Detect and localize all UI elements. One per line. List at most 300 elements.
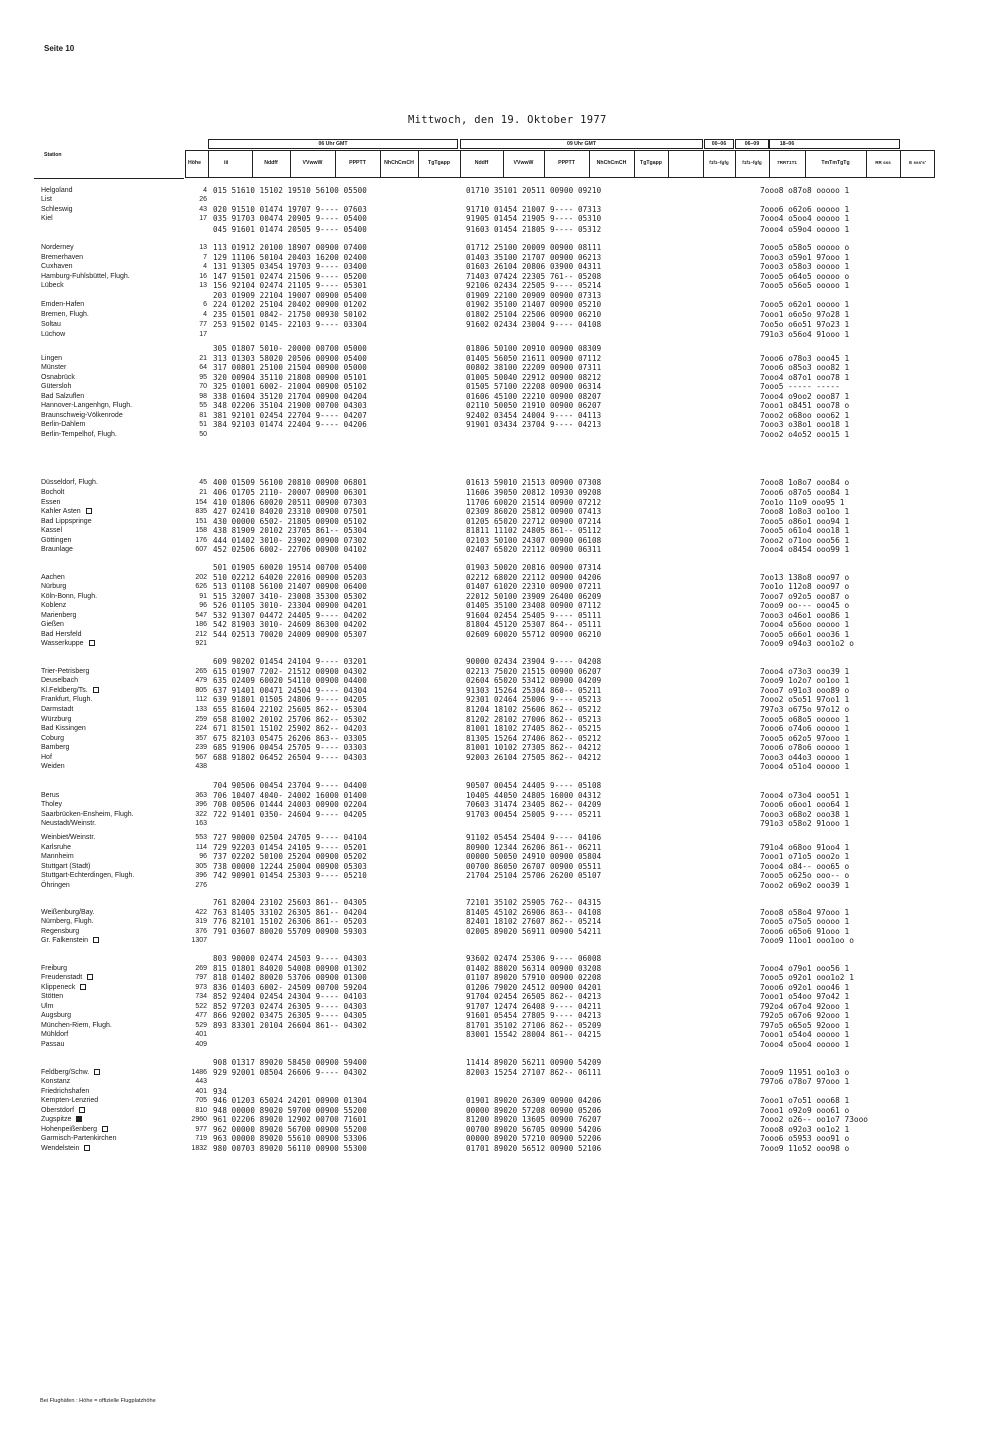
station-height (186, 800, 207, 809)
station-height (186, 320, 207, 329)
obs-06-utc (213, 843, 367, 852)
station-name-text: Darmstadt (41, 706, 74, 713)
obs-06-utc (213, 724, 367, 733)
open-square-icon (80, 984, 86, 990)
station-name-text: Karlsruhe (41, 844, 71, 851)
obs-06-utc (213, 734, 367, 743)
station-height (186, 420, 207, 429)
obs-09-utc-text: 92003 26104 27505 862-- 04212 (466, 753, 602, 762)
station-height (186, 401, 207, 410)
obs-09-utc-text: 02212 68020 22112 00900 04206 (466, 573, 602, 582)
obs-06-utc-text: 963 00000 89020 55610 00900 53306 (213, 1134, 367, 1143)
obs-09-utc (466, 695, 601, 704)
station-height-text: 95 (199, 374, 207, 381)
summary-groups-text: 7ooo6 o5953 ooo91 o (760, 1134, 850, 1143)
summary-groups (760, 908, 849, 917)
obs-06-utc-text: 836 01403 6002- 24509 00700 59204 (213, 983, 367, 992)
station-name (41, 1144, 90, 1153)
obs-06-utc (213, 1068, 367, 1077)
obs-09-utc (466, 753, 601, 762)
obs-09-utc (466, 676, 601, 685)
summary-groups (760, 354, 849, 363)
summary-groups (760, 843, 849, 852)
station-height (186, 411, 207, 420)
station-height (186, 195, 207, 204)
summary-groups (760, 373, 849, 382)
obs-09-utc-text: 93602 02474 25306 9---- 06008 (466, 954, 602, 963)
station-height-text: 357 (195, 735, 207, 742)
station-name (41, 330, 65, 339)
open-square-icon (102, 1126, 108, 1132)
obs-09-utc-text: 22012 50100 23909 26400 06209 (466, 592, 602, 601)
obs-09-utc-text: 01405 35100 23408 00900 07112 (466, 601, 602, 610)
obs-06-utc (213, 964, 367, 973)
obs-09-utc (466, 852, 601, 861)
station-height-text: 322 (195, 811, 207, 818)
table-row (0, 330, 1000, 339)
station-height (186, 862, 207, 871)
obs-06-utc-text: 317 00801 25100 21504 00900 05000 (213, 363, 367, 372)
obs-06-utc-text: 438 81909 20102 23705 861-- 05304 (213, 526, 367, 535)
obs-09-utc (466, 1134, 601, 1143)
open-square-icon (84, 1145, 90, 1151)
obs-09-utc-text: 81200 89020 13605 00900 76207 (466, 1115, 602, 1124)
station-name-text: Göttingen (41, 537, 72, 544)
station-height (186, 715, 207, 724)
obs-06-utc-text: 325 01001 6002- 21004 00900 05102 (213, 382, 367, 391)
obs-09-utc (466, 186, 601, 195)
summary-groups (760, 507, 849, 516)
table-row (0, 243, 1000, 252)
obs-09-utc-text: 90000 02434 23904 9---- 04208 (466, 657, 602, 666)
obs-06-utc-text: 113 01912 20100 18907 00900 07400 (213, 243, 367, 252)
table-row (0, 715, 1000, 724)
obs-09-utc (466, 1011, 601, 1020)
obs-06-utc-text: 671 81501 15102 25902 862-- 04203 (213, 724, 367, 733)
station-height (186, 753, 207, 762)
station-height (186, 762, 207, 771)
station-name-text: Friedrichshafen (41, 1088, 90, 1095)
obs-09-utc-text: 00000 50050 24910 00900 05804 (466, 852, 602, 861)
summary-groups-text: 7ooo1 o54oo 97o42 1 (760, 992, 850, 1001)
summary-groups (760, 430, 849, 439)
obs-09-utc-text: 91603 01454 21805 9---- 05312 (466, 225, 602, 234)
obs-06-utc (213, 833, 367, 842)
station-height-text: 401 (195, 1088, 207, 1095)
station-height-text: 607 (195, 546, 207, 553)
obs-06-utc (213, 601, 367, 610)
station-height-text: 363 (195, 792, 207, 799)
table-row (0, 563, 1000, 572)
summary-groups-text: 7ooo5 o66o1 ooo36 1 (760, 630, 850, 639)
header-rr24: RR sss (875, 160, 891, 165)
obs-06-utc (213, 753, 367, 762)
station-name-text: Feldberg/Schw. (41, 1069, 90, 1076)
summary-groups-text: 7ooo4 o5oo4 ooooo 1 (760, 1040, 850, 1049)
summary-groups (760, 1144, 849, 1153)
obs-06-utc (213, 705, 367, 714)
station-name (41, 983, 86, 992)
obs-09-utc-text: 00000 89020 57208 00900 05206 (466, 1106, 602, 1115)
station-name (41, 517, 92, 526)
obs-09-utc-text: 11414 89020 56211 00900 54209 (466, 1058, 602, 1067)
station-height-text: 50 (199, 431, 207, 438)
station-name-text: Bad Hersfeld (41, 631, 82, 638)
station-name-text: Regensburg (41, 928, 80, 935)
summary-groups-text: 792o5 o67o6 92ooo 1 (760, 1011, 850, 1020)
station-name-text: Münster (41, 364, 67, 371)
obs-09-utc (466, 526, 601, 535)
obs-09-utc-text: 91704 02454 26505 862-- 04213 (466, 992, 602, 1001)
station-name-text: Berlin-Tempelhof, Flugh. (41, 431, 117, 438)
station-name (41, 630, 81, 639)
summary-groups (760, 630, 849, 639)
summary-groups-text: 797o6 o78o7 97ooo 1 (760, 1077, 850, 1086)
obs-06-utc (213, 657, 367, 666)
obs-09-utc-text: 02309 86020 25812 00900 07413 (466, 507, 602, 516)
station-name (41, 430, 117, 439)
station-name (41, 1030, 68, 1039)
station-name-text: Hof (41, 754, 52, 761)
obs-06-utc (213, 411, 367, 420)
obs-06-utc (213, 243, 367, 252)
station-height-text: 376 (195, 928, 207, 935)
summary-groups-text: 7ooo6 o62o6 ooooo 1 (760, 205, 850, 214)
summary-groups (760, 753, 849, 762)
station-height-text: 522 (195, 1003, 207, 1010)
obs-09-utc (466, 573, 601, 582)
station-height (186, 545, 207, 554)
station-height-text: 797 (195, 974, 207, 981)
station-name (41, 724, 86, 733)
header-station: Station (44, 152, 62, 158)
obs-09-utc (466, 791, 601, 800)
obs-09-utc-text: 83001 15542 28004 861-- 04215 (466, 1030, 602, 1039)
station-height (186, 686, 207, 695)
table-row (0, 253, 1000, 262)
summary-groups-text: 7oo1o 112o8 ooo97 o (760, 582, 850, 591)
obs-06-utc (213, 1144, 367, 1153)
obs-09-utc-text: 80900 12344 26206 861-- 06211 (466, 843, 602, 852)
station-height-text: 305 (195, 863, 207, 870)
station-height-text: 719 (195, 1135, 207, 1142)
table-row (0, 517, 1000, 526)
summary-groups-text: 7ooo5 o86o1 ooo94 1 (760, 517, 850, 526)
obs-09-utc-text: 01403 35100 21707 00900 06213 (466, 253, 602, 262)
obs-06-utc-text: 444 01402 3010- 23902 00900 07302 (213, 536, 367, 545)
station-height-text: 479 (195, 677, 207, 684)
station-height-text: 81 (199, 412, 207, 419)
summary-groups (760, 800, 849, 809)
obs-09-utc-text: 00700 86050 26707 00900 05511 (466, 862, 602, 871)
station-name (41, 639, 95, 648)
obs-06-utc-text: 852 97203 02474 26305 9---- 04303 (213, 1002, 367, 1011)
open-square-icon (93, 687, 99, 693)
summary-groups-text: 7ooo1 o7o51 ooo68 1 (760, 1096, 850, 1105)
obs-06-utc (213, 954, 367, 963)
station-name (41, 1077, 70, 1086)
station-height-text: 705 (195, 1097, 207, 1104)
obs-06-utc-text: 737 02202 50100 25204 00900 05202 (213, 852, 367, 861)
obs-09-utc-text: 02604 65020 53412 00900 04209 (466, 676, 602, 685)
summary-groups-text: 7ooo4 o9oo2 ooo87 1 (760, 392, 850, 401)
obs-06-utc (213, 898, 367, 907)
obs-09-utc (466, 843, 601, 852)
station-height (186, 833, 207, 842)
station-name (41, 526, 62, 535)
obs-06-utc (213, 611, 367, 620)
station-height (186, 734, 207, 743)
table-row (0, 695, 1000, 704)
obs-09-utc (466, 1030, 601, 1039)
summary-groups-text: 791o3 o58o2 91ooo 1 (760, 819, 850, 828)
station-name (41, 300, 84, 309)
obs-09-utc (466, 1125, 601, 1134)
station-name (41, 753, 52, 762)
station-height (186, 1087, 207, 1096)
table-row (0, 401, 1000, 410)
obs-09-utc-text: 01802 25104 22506 00900 06210 (466, 310, 602, 319)
station-name (41, 917, 94, 926)
obs-06-utc-text: 893 83301 20104 26604 861-- 04302 (213, 1021, 367, 1030)
summary-groups-text: 7ooo2 o71oo ooo56 1 (760, 536, 850, 545)
station-height-text: 64 (199, 364, 207, 371)
station-name (41, 862, 90, 871)
obs-09-utc-text: 01806 50100 20910 00900 08309 (466, 344, 602, 353)
table-row (0, 592, 1000, 601)
obs-06-utc (213, 852, 367, 861)
station-height (186, 871, 207, 880)
table-row (0, 1058, 1000, 1067)
station-name-text: Garmisch-Partenkirchen (41, 1135, 117, 1142)
summary-groups-text: 7ooo5 o61o4 ooo18 1 (760, 526, 850, 535)
station-height (186, 243, 207, 252)
table-row (0, 983, 1000, 992)
obs-09-utc-text: 01909 22100 20909 00900 07313 (466, 291, 602, 300)
station-height (186, 819, 207, 828)
obs-06-utc-text: 224 01202 25104 20402 00900 01202 (213, 300, 367, 309)
obs-09-utc (466, 205, 601, 214)
station-name (41, 1068, 100, 1077)
summary-groups (760, 964, 849, 973)
obs-06-utc (213, 1011, 367, 1020)
summary-groups (760, 917, 849, 926)
station-name (41, 373, 75, 382)
summary-groups (760, 1040, 849, 1049)
summary-groups-text: 7ooo1 o8451 ooo78 o (760, 401, 850, 410)
obs-09-utc (466, 630, 601, 639)
header-esss: E sss's' (909, 160, 926, 165)
obs-09-utc-text: 01901 89020 26309 00900 04206 (466, 1096, 602, 1105)
obs-09-utc-text: 81305 15264 27406 862-- 05212 (466, 734, 602, 743)
summary-groups (760, 536, 849, 545)
summary-groups-text: 7ooo3 o38o1 ooo18 1 (760, 420, 850, 429)
obs-06-utc (213, 498, 367, 507)
station-height-text: 259 (195, 716, 207, 723)
station-height-text: 977 (195, 1126, 207, 1133)
obs-09-utc-text: 91602 02434 23004 9---- 04108 (466, 320, 602, 329)
obs-06-utc-text: 510 02212 64020 22016 00900 05203 (213, 573, 367, 582)
summary-groups (760, 992, 849, 1001)
obs-06-utc (213, 253, 367, 262)
station-name-text: Helgoland (41, 187, 73, 194)
summary-groups (760, 601, 849, 610)
obs-09-utc-text: 01613 59010 21513 00900 07308 (466, 478, 602, 487)
table-row (0, 310, 1000, 319)
summary-groups (760, 186, 849, 195)
table-row (0, 705, 1000, 714)
obs-06-utc-text: 742 90901 01454 25303 9---- 05210 (213, 871, 367, 880)
table-row (0, 573, 1000, 582)
obs-06-utc-text: 685 91906 00454 25705 9---- 03303 (213, 743, 367, 752)
station-name-text: Essen (41, 499, 61, 506)
obs-09-utc (466, 724, 601, 733)
station-height (186, 667, 207, 676)
station-name (41, 363, 66, 372)
summary-groups (760, 1115, 868, 1124)
obs-06-utc-text: 410 01806 60020 20511 00900 07303 (213, 498, 367, 507)
station-name-text: List (41, 196, 52, 203)
summary-groups (760, 1068, 849, 1077)
station-height (186, 392, 207, 401)
station-height-text: 4 (203, 263, 207, 270)
table-row (0, 843, 1000, 852)
obs-09-utc-text: 82401 18102 27607 862-- 05214 (466, 917, 602, 926)
station-height-text: 422 (195, 909, 207, 916)
table-row (0, 354, 1000, 363)
station-height-text: 443 (195, 1078, 207, 1085)
header-tgapp-09: TgTgapp (640, 160, 662, 166)
obs-06-utc (213, 401, 367, 410)
obs-06-utc (213, 620, 367, 629)
station-height (186, 488, 207, 497)
station-height-text: 224 (195, 725, 207, 732)
station-height-text: 55 (199, 402, 207, 409)
obs-06-utc-text: 980 00703 89020 56110 00900 55300 (213, 1144, 367, 1153)
table-row (0, 927, 1000, 936)
station-name (41, 243, 74, 252)
station-name (41, 871, 134, 880)
obs-09-utc (466, 800, 601, 809)
station-height-text: 1832 (191, 1145, 207, 1152)
obs-09-utc-text: 01701 89020 56512 00900 52106 (466, 1144, 602, 1153)
obs-06-utc-text: 542 81903 3010- 24609 86300 04202 (213, 620, 367, 629)
open-square-icon (89, 640, 95, 646)
obs-06-utc-text: 704 90506 00454 23704 9---- 04400 (213, 781, 367, 790)
table-row (0, 420, 1000, 429)
obs-09-utc-text: 01505 57100 22208 00900 06314 (466, 382, 602, 391)
table-row (0, 1134, 1000, 1143)
station-name-text: Bad Salzuflen (41, 393, 85, 400)
summary-groups-text: 7ooo4 o84-- ooo65 o (760, 862, 850, 871)
obs-09-utc-text: 21704 25104 25706 26200 05107 (466, 871, 602, 880)
station-height-text: 6 (203, 301, 207, 308)
summary-groups-text: 7ooo2 o68oo ooo62 1 (760, 411, 850, 420)
obs-09-utc (466, 833, 601, 842)
obs-06-utc (213, 214, 367, 223)
station-name (41, 852, 74, 861)
station-height (186, 927, 207, 936)
table-row (0, 195, 1000, 204)
summary-groups (760, 411, 849, 420)
obs-09-utc (466, 898, 601, 907)
obs-09-utc (466, 262, 601, 271)
obs-06-utc-text: 635 02409 60020 54110 00900 04400 (213, 676, 367, 685)
station-name-text: Kassel (41, 527, 63, 534)
table-row (0, 657, 1000, 666)
summary-groups-text: 7ooo3 o58o3 ooooo 1 (760, 262, 850, 271)
obs-09-utc-text: 72101 35102 25905 762-- 04315 (466, 898, 602, 907)
station-name (41, 1096, 98, 1105)
station-height (186, 272, 207, 281)
obs-09-utc (466, 320, 601, 329)
station-height-text: 158 (195, 527, 207, 534)
obs-06-utc-text: 156 92104 02474 21105 9---- 05301 (213, 281, 367, 290)
obs-09-utc (466, 871, 601, 880)
station-height (186, 843, 207, 852)
summary-groups-text: 7ooo4 o59o4 ooooo 1 (760, 225, 850, 234)
station-height (186, 983, 207, 992)
station-name-text: Tholey (41, 801, 63, 808)
station-height (186, 917, 207, 926)
station-height-text: 438 (195, 763, 207, 770)
station-name-text: Würzburg (41, 716, 72, 723)
summary-groups-text: 7ooo7 o91o3 ooo89 o (760, 686, 850, 695)
station-height (186, 611, 207, 620)
station-name-text: Stötten (41, 993, 64, 1000)
station-height-text: 810 (195, 1107, 207, 1114)
table-row (0, 382, 1000, 391)
station-height-text: 276 (195, 882, 207, 889)
obs-09-utc-text: 91604 02454 25405 9---- 05111 (466, 611, 602, 620)
station-name-text: Bad Lippspringe (41, 518, 92, 525)
summary-groups-text: 7ooo5 o62o1 ooooo 1 (760, 300, 850, 309)
obs-06-utc (213, 488, 367, 497)
table-row (0, 430, 1000, 439)
summary-groups-text: 7ooo4 o79o1 ooo56 1 (760, 964, 850, 973)
station-height (186, 517, 207, 526)
obs-06-utc-text: 544 02513 70020 24009 00900 05307 (213, 630, 367, 639)
station-name (41, 1106, 85, 1115)
summary-groups-text: 7ooo5 o68o5 ooooo 1 (760, 715, 850, 724)
station-name-text: Lingen (41, 355, 63, 362)
summary-groups (760, 852, 849, 861)
obs-06-utc (213, 1096, 367, 1105)
obs-09-utc-text: 91601 05454 27805 9---- 04213 (466, 1011, 602, 1020)
station-name-text: Deuselbach (41, 677, 78, 684)
obs-06-utc (213, 573, 367, 582)
station-name-text: Weinbiet/Weinstr. (41, 834, 96, 841)
station-name (41, 881, 70, 890)
station-height (186, 1106, 207, 1115)
summary-groups-text: 7ooo4 o87o1 ooo78 1 (760, 373, 850, 382)
summary-groups (760, 582, 849, 591)
table-row (0, 639, 1000, 648)
station-height (186, 1021, 207, 1030)
obs-09-utc-text: 01712 25100 20009 00900 08111 (466, 243, 602, 252)
open-square-icon (79, 1107, 85, 1113)
station-height (186, 1144, 207, 1153)
station-height-text: 43 (199, 206, 207, 213)
summary-groups-text: 7oo1o 11o9 ooo95 1 (760, 498, 845, 507)
station-height-text: 477 (195, 1012, 207, 1019)
summary-groups-text: 7ooo2 o4o52 ooo15 1 (760, 430, 850, 439)
station-height (186, 262, 207, 271)
obs-09-utc (466, 686, 601, 695)
header-nhcl-09: NhChCmCH (596, 160, 627, 166)
obs-06-utc (213, 676, 367, 685)
obs-06-utc-text: 235 01501 0842- 21750 00930 50102 (213, 310, 367, 319)
